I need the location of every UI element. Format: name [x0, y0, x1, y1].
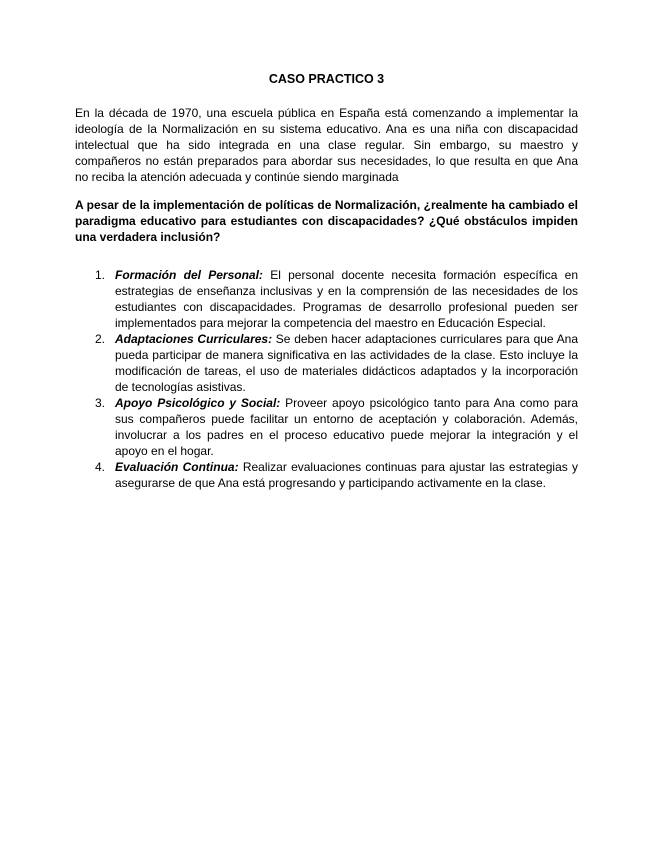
- list-item-term: Evaluación Continua:: [115, 460, 239, 474]
- list-item: [75, 331, 578, 395]
- question-paragraph: A pesar de la implementación de políticas de Normalización, ¿realmente ha cambiado el paradigma educativo para estudiantes con discapacidades? ¿Qué obstáculos impiden una verdadera inclusión?: [75, 198, 578, 244]
- list-item-text: Se deben hacer adaptaciones curriculares para que Ana pueda participar de manera significativa en las actividades de la clase. Esto incluye la modificación de tareas, el uso de materiales didácticos adaptados y la incorporación de tecnologías asistivas.: [115, 332, 578, 394]
- points-list: [75, 267, 578, 491]
- document-title: CASO PRACTICO 3: [268, 72, 385, 86]
- intro-paragraph: En la década de 1970, una escuela pública en España está comenzando a implementar la ideología de la Normalización en su sistema educativo. Ana es una niña con discapacidad intelectual que ha sido integrada en una clase regular. Sin embargo, su maestro y compañeros no están preparados para abordar sus necesidades, lo que resulta en que Ana no reciba la atención adecuada y continúe siendo marginada: [75, 106, 578, 184]
- list-item: [75, 459, 578, 491]
- list-item: [75, 267, 578, 331]
- list-item-text: El personal docente necesita formación específica en estrategias de enseñanza inclusivas y en la comprensión de las necesidades de los estudiantes con discapacidades. Programas de desarrollo profesional pueden ser implementados para mejorar la competencia del maestro en Educación Especial.: [115, 268, 578, 330]
- list-item-number: 1.: [95, 268, 106, 282]
- list-item-number: 3.: [95, 396, 106, 410]
- list-item-text: Proveer apoyo psicológico tanto para Ana como para sus compañeros puede facilitar un entorno de aceptación y colaboración. Además, involucrar a los padres en el proceso educativo puede mejorar la integración y el apoyo en el hogar.: [115, 396, 578, 458]
- list-item-term: Formación del Personal:: [115, 268, 263, 282]
- document-page: [75, 72, 578, 491]
- list-item-number: 2.: [95, 332, 106, 346]
- list-item: [75, 395, 578, 459]
- list-item-number: 4.: [95, 460, 106, 474]
- list-item-term: Apoyo Psicológico y Social:: [115, 396, 281, 410]
- list-item-text: Realizar evaluaciones continuas para ajustar las estrategias y asegurarse de que Ana está progresando y participando activamente en la clase.: [115, 460, 578, 490]
- list-item-term: Adaptaciones Curriculares:: [115, 332, 273, 346]
